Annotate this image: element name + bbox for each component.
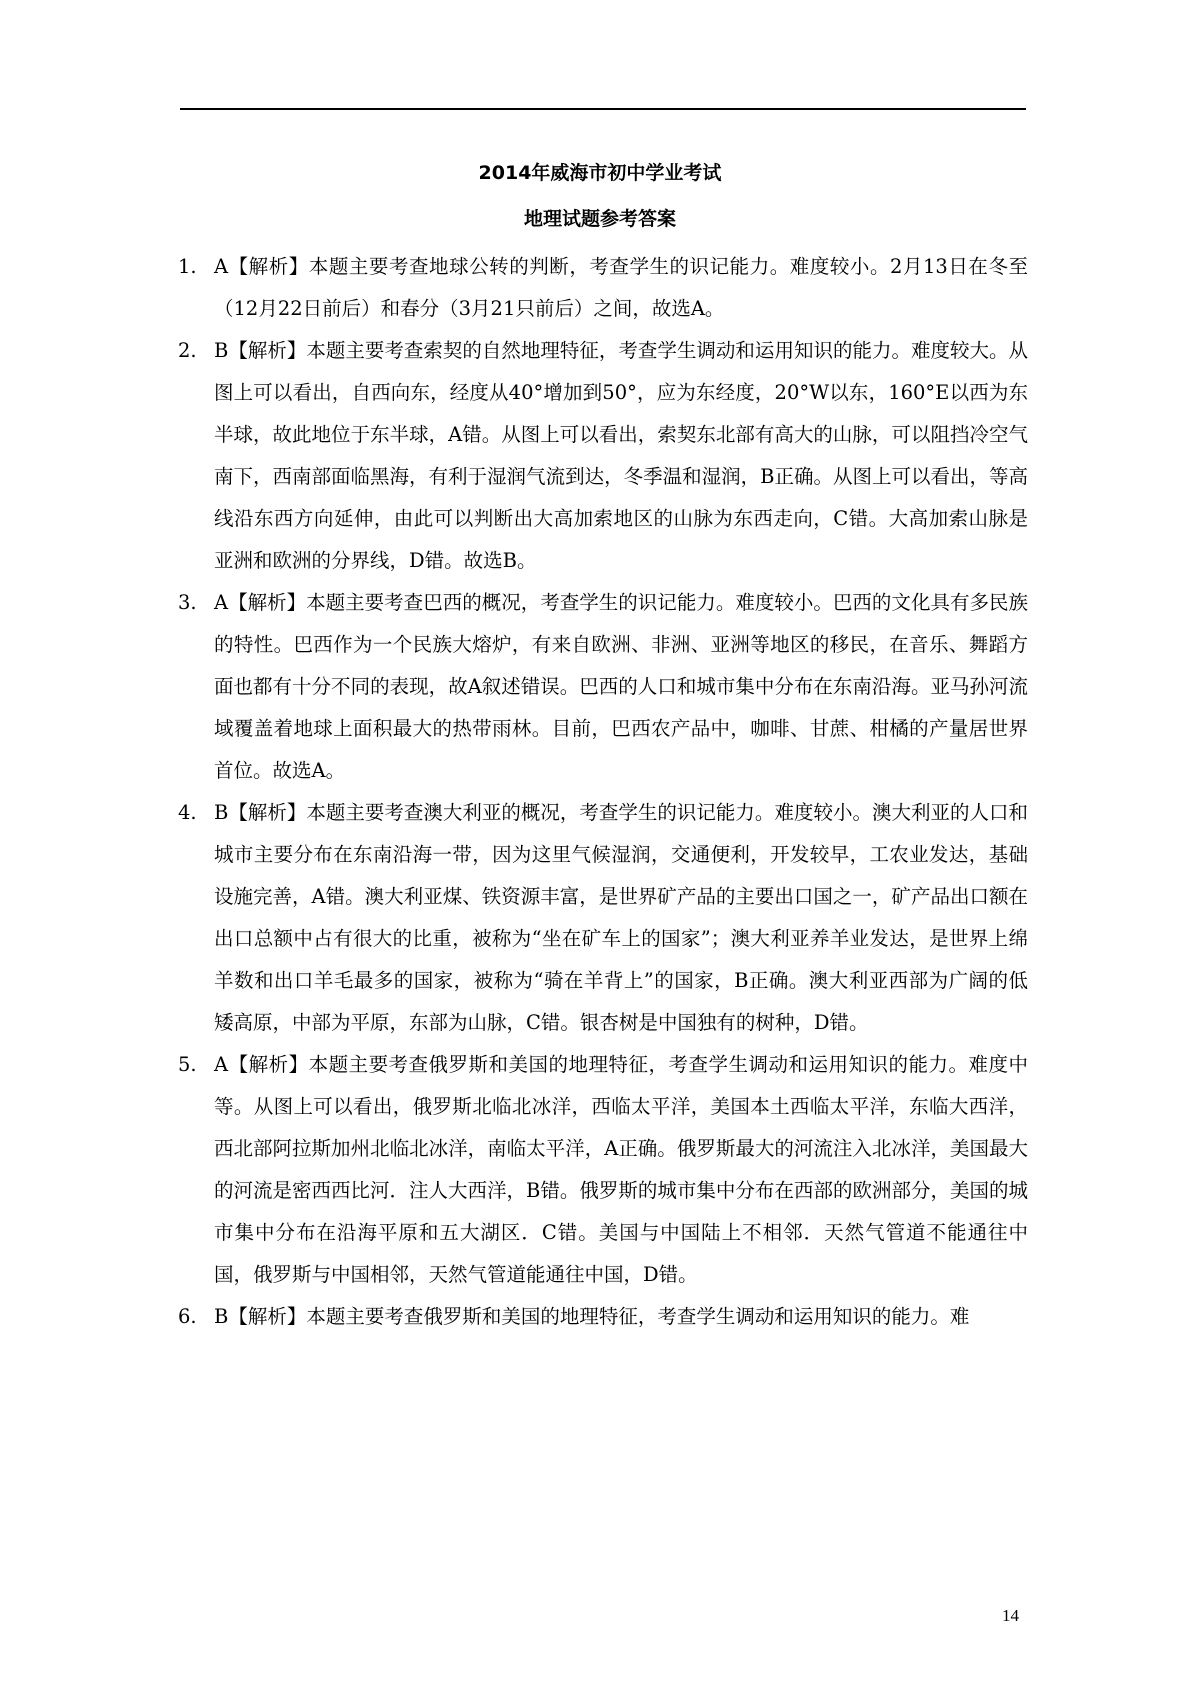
document-title: 2014年威海市初中学业考试 bbox=[478, 162, 722, 184]
answer-item-4 bbox=[178, 792, 1028, 1044]
answer-item-1 bbox=[178, 246, 1028, 330]
page-number: 14 bbox=[1002, 1606, 1019, 1625]
answer-item-2 bbox=[178, 330, 1028, 582]
document-subtitle: 地理试题参考答案 bbox=[523, 208, 676, 230]
answer-text: B【解析】本题主要考查澳大利亚的概况，考查学生的识记能力。难度较小。澳大利亚的人口和城市主要分布在东南沿海一带，因为这里气候湿润，交通便利，开发较早，工农业发达，基础设施完善，A错。澳大利亚煤、铁资源丰富，是世界矿产品的主要出口国之一，矿产品出口额在出口总额中占有很大的比重，被称为“坐在矿车上的国家”；澳大利亚养羊业发达，是世界上绵羊数和出口羊毛最多的国家，被称为“骑在羊背上”的国家，B正确。澳大利亚西部为广阔的低矮高原，中部为平原，东部为山脉，C错。银杏树是中国独有的树种，D错。 bbox=[214, 801, 1028, 1034]
answer-item-6 bbox=[178, 1296, 1028, 1338]
answer-text: A【解析】本题主要考查俄罗斯和美国的地理特征，考查学生调动和运用知识的能力。难度中等。从图上可以看出，俄罗斯北临北冰洋，西临太平洋，美国本土西临太平洋，东临大西洋，西北部阿拉斯加州北临北冰洋，南临太平洋，A正确。俄罗斯最大的河流注入北冰洋，美国最大的河流是密西西比河．注人大西洋，B错。俄罗斯的城市集中分布在西部的欧洲部分，美国的城市集中分布在沿海平原和五大湖区．C错。美国与中国陆上不相邻．天然气管道不能通往中国，俄罗斯与中国相邻，天然气管道能通往中国，D错。 bbox=[214, 1053, 1028, 1286]
answer-text: A【解析】本题主要考查地球公转的判断，考查学生的识记能力。难度较小。2月13日在冬至（12月22日前后）和春分（3月21只前后）之间，故选A。 bbox=[214, 255, 1028, 320]
answer-number: 3. bbox=[178, 591, 197, 614]
answer-number: 6. bbox=[178, 1305, 197, 1328]
answer-number: 5. bbox=[178, 1053, 197, 1076]
answer-number: 2. bbox=[178, 339, 197, 362]
answer-text: A【解析】本题主要考查巴西的概况，考查学生的识记能力。难度较小。巴西的文化具有多民族的特性。巴西作为一个民族大熔炉，有来自欧洲、非洲、亚洲等地区的移民，在音乐、舞蹈方面也都有十分不同的表现，故A叙述错误。巴西的人口和城市集中分布在东南沿海。亚马孙河流域覆盖着地球上面积最大的热带雨林。目前，巴西农产品中，咖啡、甘蔗、柑橘的产量居世界首位。故选A。 bbox=[214, 591, 1028, 782]
header-rule bbox=[180, 108, 1026, 110]
answer-item-3 bbox=[178, 582, 1028, 792]
answer-text: B【解析】本题主要考查索契的自然地理特征，考查学生调动和运用知识的能力。难度较大。从图上可以看出，自西向东，经度从40°增加到50°，应为东经度，20°W以东，160°E以西为东半球，故此地位于东半球，A错。从图上可以看出，索契东北部有高大的山脉，可以阻挡冷空气南下，西南部面临黑海，有利于湿润气流到达，冬季温和湿润，B正确。从图上可以看出，等高线沿东西方向延伸，由此可以判断出大高加索地区的山脉为东西走向，C错。大高加索山脉是亚洲和欧洲的分界线，D错。故选B。 bbox=[214, 339, 1028, 572]
answer-text: B【解析】本题主要考查俄罗斯和美国的地理特征，考查学生调动和运用知识的能力。难 bbox=[214, 1305, 970, 1328]
answer-number: 4. bbox=[178, 801, 197, 824]
answer-number: 1. bbox=[178, 255, 197, 278]
answer-list bbox=[178, 246, 1028, 1338]
answer-item-5 bbox=[178, 1044, 1028, 1296]
